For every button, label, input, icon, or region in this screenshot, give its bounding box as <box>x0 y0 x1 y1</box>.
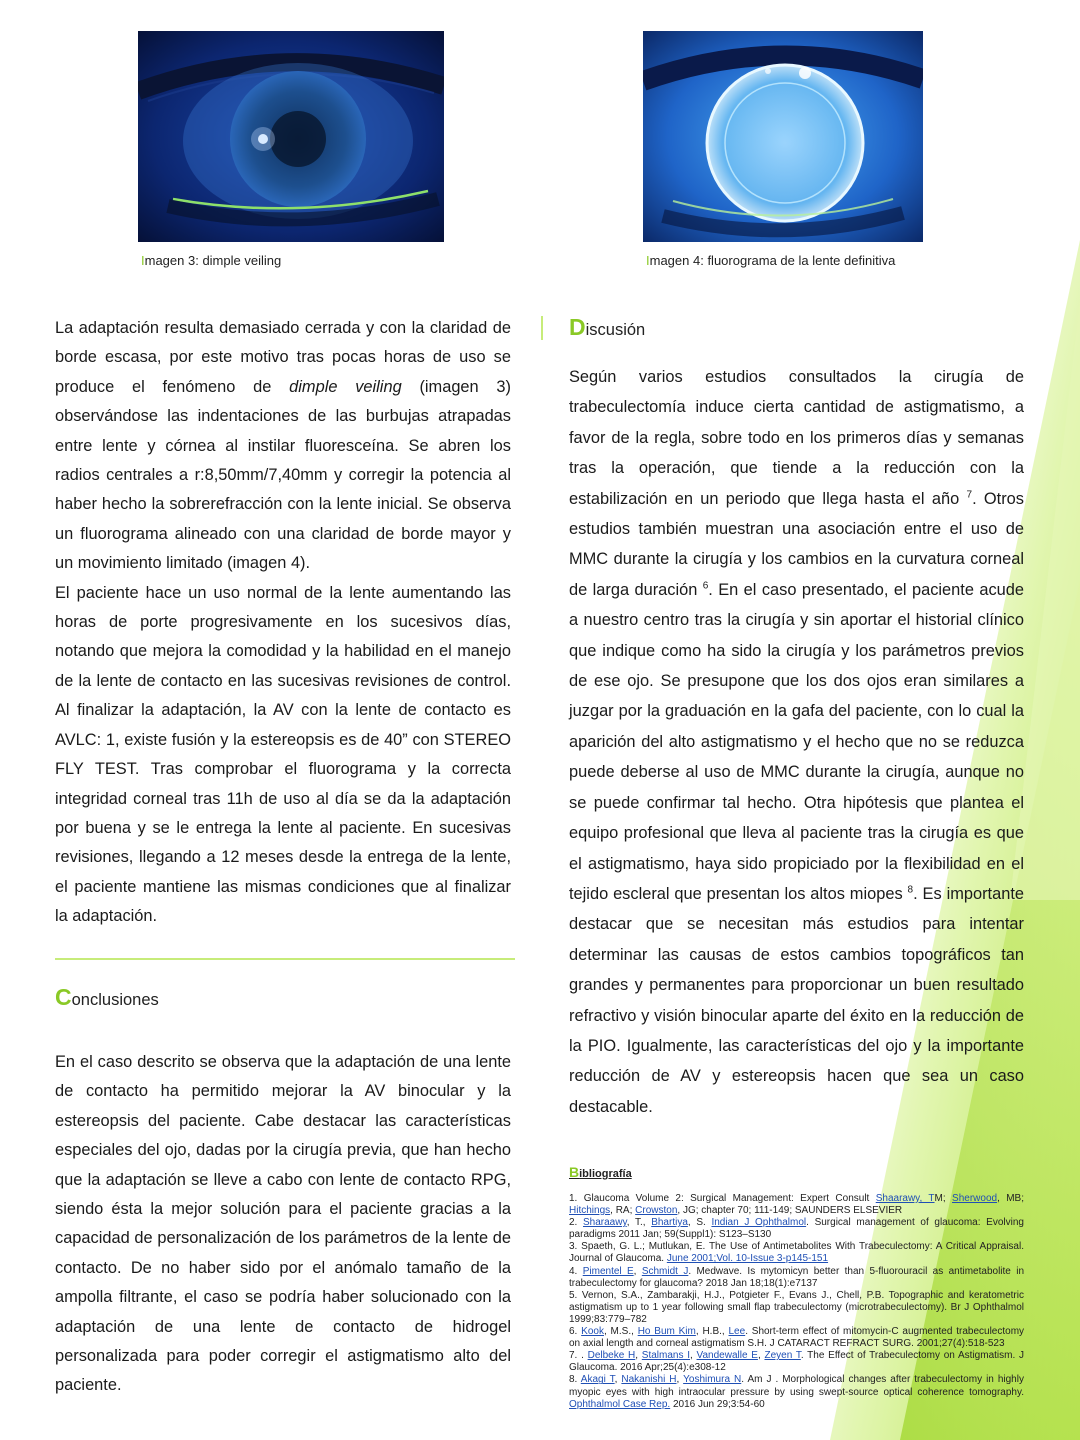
paragraph-seguimiento: El paciente hace un uso normal de la lente aumentando las horas de porte progresivamente en los sucesivos días, notando que mejora la comodidad y la habilidad en el manejo de la lente de contacto en las sucesivas revisiones de control. Al finalizar la adaptación, la AV con la lente de contacto es AVLC: 1, existe fusión y la estereopsis es de 40” con STEREO FLY TEST. Tras comprobar el fluorograma y la correcta integridad corneal tras 11h de uso al día se da la adaptación por buena y se le entrega la lente al paciente. En sucesivas revisiones, llegando a 12 meses desde la entrega de la lente, el paciente mantiene las mismas condiciones que al finalizar la adaptación. <box>55 583 511 926</box>
reference-text: , S. <box>687 1217 712 1229</box>
reference-text: , <box>635 1350 642 1362</box>
reference-link[interactable]: June 2001;Vol. 10-Issue 3-p145-151 <box>666 1253 829 1265</box>
reference-text: . Am J . Morphological changes after trabeculectomy in highly myopic eyes with high intraocular pressure by using swept-source optical coherence tomography. <box>569 1374 1024 1398</box>
reference-text: , <box>633 1265 642 1277</box>
figure-imagen-3 <box>138 31 444 271</box>
reference-text: , T., <box>626 1217 652 1229</box>
reference-text: 5. Vernon, S.A., Zambarakji, H.J., Potgieter F., Evans J., Chell, P.B. Topographic and keratometric astigmatism up to 1 year following small flap trabeculectomy (microtrabeculectomy). Br J Ophthalmol 1999;83:779–782 <box>569 1289 1024 1325</box>
column-divider <box>541 316 543 340</box>
discusion-heading: Discusión <box>569 314 646 340</box>
reference-link[interactable]: Vandewalle E <box>696 1350 758 1362</box>
reference-link[interactable]: Nakanishi H <box>621 1374 677 1386</box>
reference-text: , JG; chapter 70; 111-149; SAUNDERS ELSEVIER <box>677 1205 903 1217</box>
reference-text: 1. Glaucoma Volume 2: Surgical Management: Expert Consult <box>569 1193 876 1204</box>
bibliography-entry <box>569 1193 1024 1217</box>
citation-ref: 7 <box>966 489 973 501</box>
reference-text: , M.S., <box>603 1326 638 1338</box>
eye-photo-dimple-veiling <box>138 31 444 242</box>
reference-link[interactable]: Yoshimura N <box>683 1374 742 1386</box>
reference-text: , RA; <box>610 1205 636 1217</box>
reference-text: , <box>614 1374 622 1386</box>
citation-ref: 8 <box>907 884 914 896</box>
reference-text: 3. Spaeth, G. L.; Mutlukan, E. The Use of Antimetabolites With Trabeculectomy: A Critical Appraisal. Journal of Glaucoma. <box>569 1241 1024 1265</box>
reference-link[interactable]: Akagi T <box>580 1374 615 1386</box>
reference-link[interactable]: Sharaawy <box>583 1217 627 1229</box>
reference-text: , <box>757 1350 765 1362</box>
reference-link[interactable]: Kook <box>581 1326 604 1338</box>
reference-text: 4. <box>569 1265 583 1277</box>
reference-text: , <box>690 1350 697 1362</box>
figure-imagen-4 <box>643 31 943 271</box>
conclusiones-body: En el caso descrito se observa que la adaptación de una lente de contacto ha permitido mejorar la AV binocular y la estereopsis del paciente. Cabe destacar las características especiales del ojo, dadas por la cirugía previa, que han hecho que la adaptación se lleve a cabo con lente de contacto RPG, siendo ésta la mejor solución para el paciente gracias a la capacidad de personalización de los parámetros de la lente de contacto. De no haber sido por el anómalo tamaño de la ampolla filtrante, el caso se podría haber solucionado con la adaptación de una lente de contacto de hidrogel personalizada para poder corregir el astigmatismo alto del paciente. <box>55 1053 511 1395</box>
reference-link[interactable]: Sherwood <box>952 1193 998 1204</box>
conclusiones-heading: Conclusiones <box>55 984 159 1010</box>
reference-text: 6. <box>569 1326 582 1338</box>
bibliography-list <box>569 1193 1024 1411</box>
reference-link[interactable]: Schmidt J <box>641 1265 689 1277</box>
bibliography-entry <box>569 1290 1024 1326</box>
reference-text: M; <box>934 1193 953 1204</box>
reference-text: 8. <box>569 1374 581 1386</box>
left-column-body <box>55 314 511 932</box>
reference-link[interactable]: Pimentel E <box>582 1265 634 1277</box>
discusion-body: Según varios estudios consultados la cirugía de trabeculectomía induce cierta cantidad de astigmatismo, a favor de la regla, sobre todo en los primeros días y semanas tras la operación, que tiende a la reducción con la estabilización en un periodo que llega hasta el año $^7$. Otros estudios también muestran una asociación entre el uso de MMC durante la cirugía y los cambios en la curvatura corneal de larga duración $^6$. En el caso presentado, el paciente acude a nuestro centro tras la cirugía y sin aportar el historial clínico que indique como ha sido la cirugía y los parámetros previos de ese ojo. Se presupone que los dos ojos eran similares a juzgar por la graduación en la gafa del paciente, con lo cual la aparición del alto astigmatismo y el hecho que no se reduzca puede deberse al uso de MMC durante la cirugía, aunque no se puede confirmar tal hecho. Otra hipótesis que plantea el equipo profesional que lleva al paciente tras la cirugía es que el astigmatismo, haya sido propiciado por la flexibilidad en el tejido escleral que presentan los altos miopes $^8$. Es importante destacar que se necesitan más estudios para intentar determinar las causas de estos cambios topográficos tan grandes y permanentes para proporcionar un buen resultado refractivo y visión binocular aparte del éxito en la reducción de la PIO. Igualmente, las características del ojo y la importante reducción de AV y estereopsis hacen que sea un caso destacable. <box>569 368 1025 1116</box>
bibliography-entry <box>569 1350 1024 1374</box>
eye-photo-fluorograma <box>643 31 923 242</box>
figure-caption: Imagen 3: dimple veiling <box>141 253 282 268</box>
reference-text: 7. . <box>569 1350 588 1362</box>
reference-link[interactable]: Indian J Ophthalmol <box>711 1217 807 1229</box>
reference-link[interactable]: Crowston <box>635 1205 678 1217</box>
reference-text: . Short-term effect of mitomycin-C augmented trabeculectomy on axial length and corneal astigmatism S.H. J CATARACT REFRACT SURG. 2001;27(4):518-523 <box>569 1326 1025 1350</box>
reference-text: . Medwave. Is mytomicyn better than 5-fluorouracil as antimetabolite in trabeculectomy for glaucoma? 2018 Jan 18;18(1):e7137 <box>569 1265 1025 1289</box>
reference-link[interactable]: Delbeke H <box>587 1350 636 1362</box>
reference-link[interactable]: Bhartiya <box>651 1217 688 1229</box>
reference-link[interactable]: Lee <box>728 1326 746 1338</box>
reference-text: . Surgical management of glaucoma: Evolving paradigms 2011 Jan; 59(Suppl1): S123–S130 <box>569 1217 1024 1241</box>
reference-text: , H.B., <box>695 1326 729 1338</box>
reference-link[interactable]: Zeyen T <box>764 1350 801 1362</box>
reference-text: , MB; <box>997 1193 1024 1204</box>
reference-link[interactable]: Ho Bum Kim <box>637 1326 696 1338</box>
bibliography-entry <box>569 1326 1024 1350</box>
reference-link[interactable]: Stalmans I <box>641 1350 691 1362</box>
bibliography-entry <box>569 1266 1024 1290</box>
bibliography-entry <box>569 1217 1024 1241</box>
bibliografia-heading: Bibliografía <box>569 1164 632 1180</box>
paragraph-adaptacion: La adaptación resulta demasiado cerrada y con la claridad de borde escasa, por este motivo tras pocas horas de uso se produce el fenómeno de dimple veiling (imagen 3) observándose las indentaciones de las burbujas atrapadas entre lente y córnea al instilar fluoresceína. Se abren los radios centrales a r:8,50mm/7,40mm y corregir la potencia al haber hecho la sobrerefracción con la lente inicial. Se observa un fluorograma alineado con una claridad de borde mayor y un movimiento limitado (imagen 4). <box>55 319 511 573</box>
reference-link[interactable]: Ophthalmol Case Rep. <box>569 1398 671 1410</box>
bibliography-entry <box>569 1374 1024 1410</box>
reference-text: 2016 Jun 29;3:54-60 <box>670 1398 765 1410</box>
figure-caption: Imagen 4: fluorograma de la lente definitiva <box>646 253 896 268</box>
reference-text: , <box>676 1374 684 1386</box>
reference-link[interactable]: Shaarawy, T <box>875 1193 935 1204</box>
citation-ref: 6 <box>702 580 709 592</box>
reference-link[interactable]: Hitchings <box>569 1205 611 1217</box>
bibliography-entry <box>569 1241 1024 1265</box>
reference-text: . The Effect of Trabeculectomy on Astigmatism. J Glaucoma. 2016 Apr;25(4):e308-12 <box>569 1350 1024 1374</box>
reference-text: 2. <box>569 1217 583 1229</box>
section-divider <box>55 958 515 960</box>
